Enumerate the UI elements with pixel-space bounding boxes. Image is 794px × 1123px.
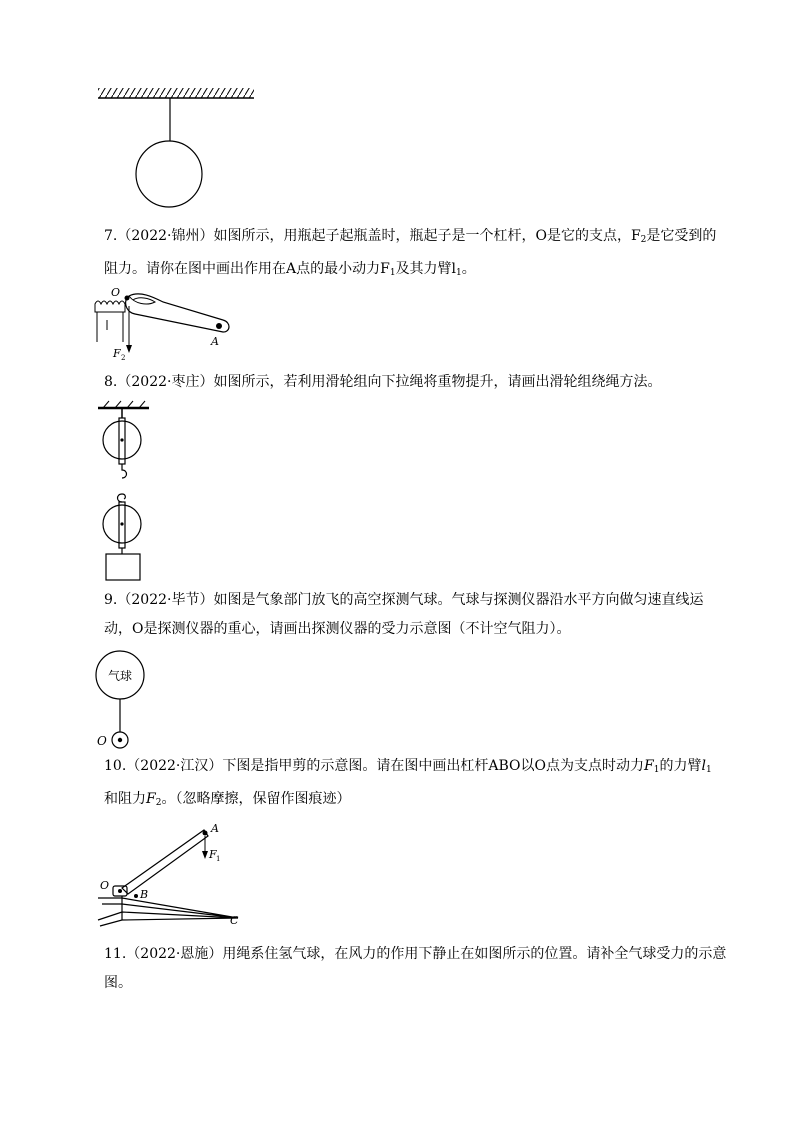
question-number: 11 [104,946,122,962]
figure-bottle-opener [85,284,245,364]
question-text: 阻力。请你在图中画出作用在A点的最小动力F [104,261,390,277]
symbol-l: l [701,758,706,774]
question-text: 是它受到的 [646,228,717,244]
bottle-cap [95,301,125,312]
symbol-F: F [644,758,654,774]
question-text: 及其力臂l [395,261,457,277]
label-O: O [97,734,107,748]
force-F1-arrowhead [202,851,208,859]
question-text: 。（忽略摩擦，保留作图痕迹） [161,791,351,807]
point-O [125,296,130,301]
point-A [216,323,222,329]
movable-pulley-hook [118,494,126,502]
label-O: O [100,879,110,892]
symbol-F: F [146,791,156,807]
label-F: F [113,347,121,360]
question-7 [104,222,724,288]
question-source: （2022·毕节） [117,592,214,608]
question-source: （2022·恩施） [126,946,223,962]
question-9-line-2 [104,615,724,644]
lever-arm [122,830,208,894]
question-11-line-2 [104,969,724,998]
fixed-pulley-axle [120,438,123,441]
label-B: B [140,888,149,901]
question-source: （2022·枣庄） [117,374,214,390]
question-text: 。 [461,261,476,277]
label-F: F [209,848,217,861]
question-text: 用绳系住氢气球，在风力的作用下静止在如图所示的位置。请补全气球受力的示意 [222,946,727,962]
balloon-label: 气球 [107,669,133,683]
question-text: 如图所示，若利用滑轮组向下拉绳将重物提升，请画出滑轮组绕绳方法。 [213,374,662,390]
figure-hanging-ball [95,85,260,210]
figure-nail-clipper [92,820,252,930]
label-C: C [230,914,239,927]
label-F-sub: 1 [216,855,221,863]
question-text: 如图所示，用瓶起子起瓶盖时，瓶起子是一个杠杆，O是它的支点，F [213,228,641,244]
label-A: A [211,335,219,348]
question-number: 7 [104,228,113,244]
fixed-pulley-hook [122,464,127,478]
opener-handle [126,294,229,332]
question-8-line-1: 8.（2022·枣庄）如图所示，若利用滑轮组向下拉绳将重物提升，请画出滑轮组绕绳方法。 [104,374,662,390]
figure-pulley-system [95,400,155,585]
question-number: 10 [104,758,122,774]
point-B [134,894,138,898]
pivot-O [118,889,122,893]
question-source: （2022·江汉） [126,758,223,774]
subscript: 1 [389,268,396,278]
ball [136,141,202,207]
force-F2-arrowhead [126,345,132,353]
subscript: 1 [705,765,712,775]
question-8 [104,368,724,397]
label-F-sub: 2 [121,354,126,362]
upper-jaw [98,898,238,918]
label-O: O [111,286,121,299]
question-text: 动，O是探测仪器的重心，请画出探测仪器的受力示意图（不计空气阻力）。 [104,621,571,637]
weight-block [106,554,140,580]
question-9-line-1: 9.（2022·毕节）如图是气象部门放飞的高空探测气球。气球与探测仪器沿水平方向做匀速直线运 [104,592,704,608]
question-10 [104,752,724,818]
question-text: 下图是指甲剪的示意图。请在图中画出杠杆ABO以O点为支点时动力 [222,758,644,774]
question-text: 和阻力 [104,791,146,807]
question-9 [104,586,724,644]
question-7-line-1: 7.（2022·锦州）如图所示，用瓶起子起瓶盖时，瓶起子是一个杠杆，O是它的支点，$F_2$是它受到的 [104,228,717,245]
question-number: 9 [104,592,113,608]
question-11-line-1: 11.（2022·恩施）用绳系住氢气球，在风力的作用下静止在如图所示的位置。请补全气球受力的示意 [104,946,727,962]
question-11 [104,940,727,998]
subscript: 1 [653,765,660,775]
center-of-gravity [118,738,122,742]
label-A: A [211,822,219,835]
point-A [203,831,208,836]
ceiling-hatch [98,88,254,98]
question-number: 8 [104,374,113,390]
question-text: 的力臂 [659,758,702,774]
figure-balloon [92,648,152,753]
movable-pulley-axle [120,522,123,525]
question-text: 如图是气象部门放飞的高空探测气球。气球与探测仪器沿水平方向做匀速直线运 [213,592,704,608]
question-10-line-2 [104,785,724,818]
subscript: 2 [155,798,162,808]
question-10-line-1: 10.（2022·江汉）下图是指甲剪的示意图。请在图中画出杠杆ABO以O点为支点时动力$F_1$的力臂$l_1$ [104,758,712,775]
question-text: 图。 [104,975,132,991]
subscript: 1 [456,268,462,278]
subscript: 2 [640,235,647,245]
question-source: （2022·锦州） [117,228,214,244]
